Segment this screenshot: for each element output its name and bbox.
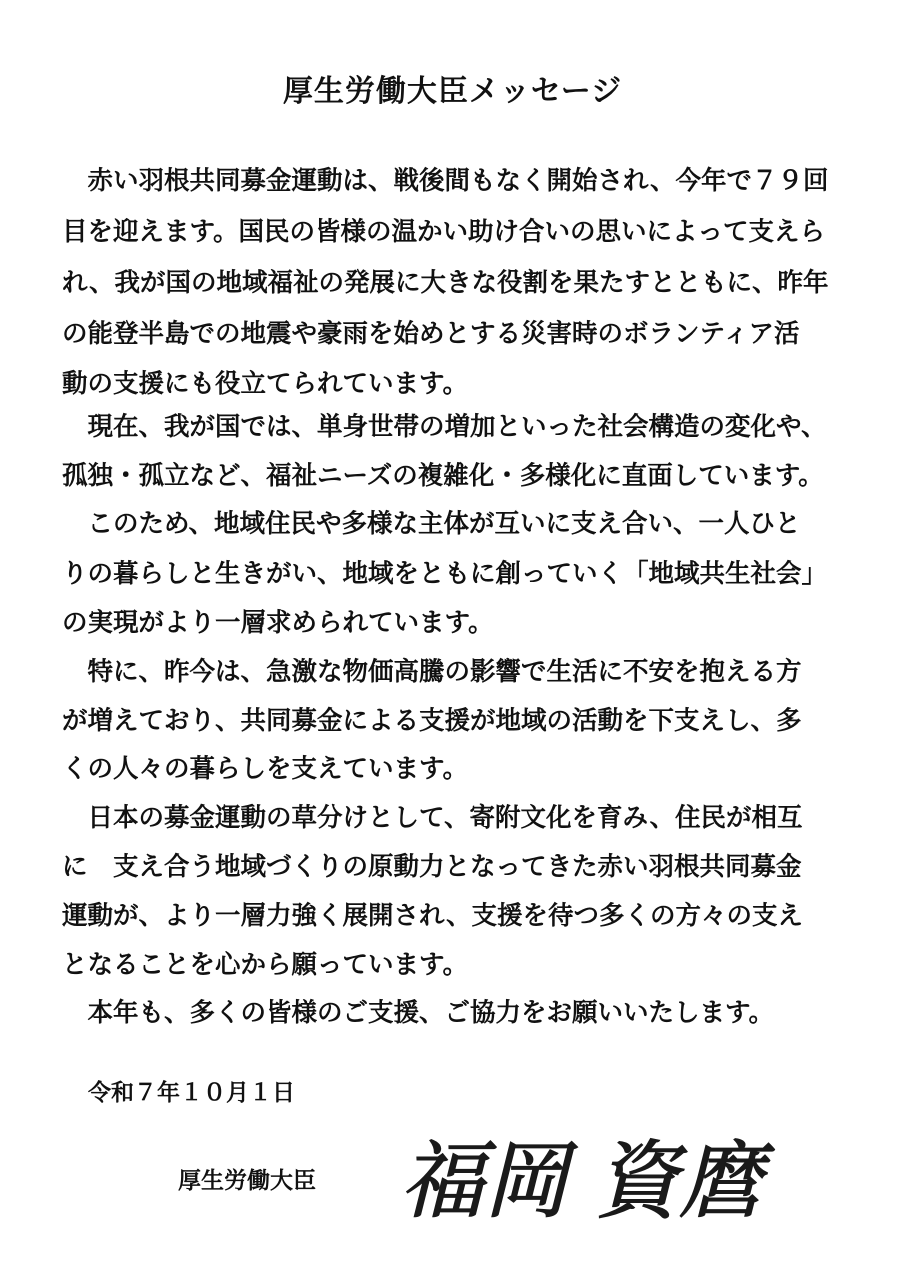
signature-text: 福岡 資麿 xyxy=(400,1132,763,1230)
body-line: 日本の募金運動の草分けとして、寄附文化を育み、住民が相互 xyxy=(62,803,803,833)
issue-date: 令和７年１０月１日 xyxy=(88,1080,295,1106)
body-line: 赤い羽根共同募金運動は、戦後間もなく開始され、今年で７９回 xyxy=(62,166,829,196)
body-line: 運動が、より一層力強く展開され、支援を待つ多くの方々の支え xyxy=(62,901,804,931)
body-line: 目を迎えます。国民の皆様の温かい助け合いの思いによって支えら xyxy=(62,217,825,247)
signatory-title: 厚生労働大臣 xyxy=(178,1168,316,1194)
body-line: 孤独・孤立など、福祉ニーズの複雑化・多様化に直面しています。 xyxy=(62,461,824,491)
body-line: このため、地域住民や多様な主体が互いに支え合い、一人ひと xyxy=(62,509,801,539)
body-line: くの人々の暮らしを支えています。 xyxy=(62,754,468,784)
body-line: の実現がより一層求められています。 xyxy=(62,608,494,638)
body-line: の能登半島での地震や豪雨を始めとする災害時のボランティア活 xyxy=(62,319,800,349)
body-line: りの暮らしと生きがい、地域をともに創っていく「地域共生社会」 xyxy=(62,559,828,589)
body-line: 本年も、多くの皆様のご支援、ご協力をお願いいたします。 xyxy=(62,998,774,1028)
body-line: が増えており、共同募金による支援が地域の活動を下支えし、多 xyxy=(62,706,802,736)
body-line: 特に、昨今は、急激な物価高騰の影響で生活に不安を抱える方 xyxy=(62,657,802,687)
body-line: れ、我が国の地域福祉の発展に大きな役割を果たすとともに、昨年 xyxy=(62,268,829,298)
page-title: 厚生労働大臣メッセージ xyxy=(282,74,623,109)
body-line: に 支え合う地域づくりの原動力となってきた赤い羽根共同募金 xyxy=(62,852,802,882)
handwritten-signature xyxy=(400,1130,780,1230)
body-line: となることを心から願っています。 xyxy=(62,950,468,980)
body-line: 現在、我が国では、単身世帯の増加といった社会構造の変化や、 xyxy=(62,412,827,442)
body-line: 動の支援にも役立てられています。 xyxy=(62,369,468,399)
